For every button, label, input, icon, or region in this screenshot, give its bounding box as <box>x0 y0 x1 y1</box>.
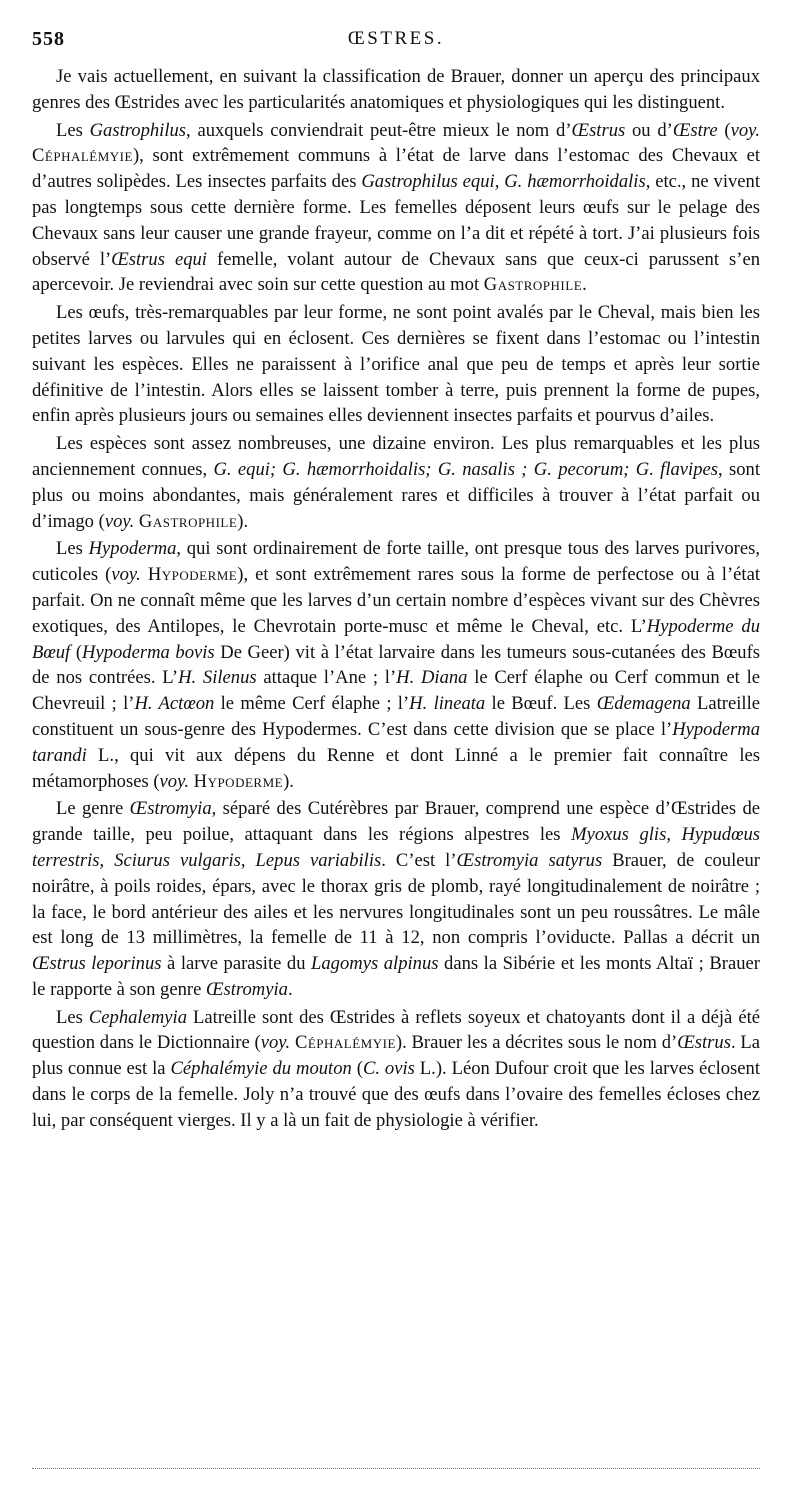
italic-run: voy. <box>159 770 189 792</box>
italic-run: G. equi; G. hæmorrhoidalis; G. nasalis ; G. pecorum; G. flavipes <box>213 458 719 480</box>
italic-run: Sciurus vulgaris <box>114 849 241 871</box>
italic-run: Lagomys alpinus <box>311 953 439 975</box>
italic-run: Œstrus leporinus <box>32 953 162 975</box>
text-run: ( <box>351 1058 363 1080</box>
text-run: Latreille constituent un sous-genre des Hypodermes. C’est dans cette division que se place l’ <box>32 693 760 740</box>
text-run: à larve parasite du <box>161 953 312 975</box>
paragraph <box>32 300 760 429</box>
italic-run: voy. <box>111 564 141 586</box>
text-run: L., qui vit aux dépens du Renne et dont Linné a le premier fait connaître les métamorphoses ( <box>32 744 760 792</box>
text-run: , qui sont ordinairement de forte taille, ont presque tous des larves purivores, cuticoles ( <box>32 538 761 586</box>
text-run: Brauer, de couleur noirâtre, à poils roides, épars, avec le thorax gris de plomb, rayé longitudinalement de noirâtre ; la face, le bord antérieur des ailes et les nervures longitudinales sont un peu roussâtres. Le mâle est long de 13 millimètres, la femelle de 11 à 12, non compris l’oviducte. Pallas a décrit un <box>32 849 761 949</box>
small-caps-run: Céphalémyie <box>32 145 133 167</box>
text-run: ). Brauer les a décrites sous le nom d’ <box>395 1032 678 1054</box>
text-run: ). <box>237 510 249 532</box>
text-run: , <box>494 171 505 193</box>
paragraph <box>32 536 760 794</box>
text-run: , <box>240 849 256 871</box>
text-run: Les œufs, très-remarquables par leur forme, ne sont point avalés par le Cheval, mais bien les petites larves ou larvules qui en éclosent. Ces dernières se fixent dans l’estomac ou l’intestin suivant les espèces. Elles ne paraissent à l’orifice anal que peu de temps et après leur sortie définitive de l’intestin. Alors elles se laissent tomber à terre, puis prennent la forme de pupes, enfin après plusieurs jours ou semaines elles deviennent insectes parfaits et pourvus d’ailes. <box>32 302 760 427</box>
text-run: ou d’ <box>625 119 673 141</box>
italic-run: voy. <box>730 119 760 141</box>
text-run: le même Cerf élaphe ; l’ <box>214 693 410 715</box>
text-run: L.). Léon Dufour croit que les larves éclosent dans le corps de la femelle. Joly n’a trouvé que des œufs dans l’ovaire des femelles écloses chez lui, par conséquent vierges. Il y a là un fait de physiologie à vérifier. <box>32 1058 760 1131</box>
paragraph <box>32 118 760 299</box>
text-run: le Cerf élaphe ou Cerf commun et le Chevreuil ; l’ <box>32 667 761 715</box>
italic-run: Myoxus glis <box>571 824 667 846</box>
text-run: femelle, volant autour de Chevaux sans que ceux-ci parussent s’en apercevoir. Je reviendrai avec soin sur cette question au mot <box>32 248 761 296</box>
italic-run: H. Diana <box>396 667 468 689</box>
small-caps-run: Hypoderme <box>193 770 284 792</box>
small-caps-run: Hypoderme <box>147 564 238 586</box>
italic-run: Gastrophilus <box>89 119 187 141</box>
small-caps-run: Gastrophile <box>138 510 238 532</box>
italic-run: Œstre <box>672 119 718 141</box>
italic-run: Lepus variabilis <box>255 849 382 871</box>
text-run: Les <box>56 119 90 141</box>
italic-run: Œstrus <box>571 119 626 141</box>
small-caps-run: Céphalémyie <box>294 1032 396 1054</box>
italic-run: voy. <box>260 1032 291 1054</box>
italic-run: Hypoderma tarandi <box>32 718 760 766</box>
text-run: . <box>287 978 293 1000</box>
page-number: 558 <box>32 28 65 50</box>
text-run: , séparé des Cutérèbres par Brauer, comprend une espèce d’Œstrides de grande taille, peu poilue, attaquant dans les régions alpestres les <box>32 798 760 846</box>
italic-run: Œstrus equi <box>111 248 207 270</box>
italic-run: Œstromyia <box>205 978 288 1000</box>
text-run: , <box>99 849 115 871</box>
italic-run: Œstromyia <box>129 798 212 820</box>
italic-run: Hypoderme du Bœuf <box>32 615 760 663</box>
paragraph <box>32 64 760 116</box>
italic-run: Hypoderma <box>88 538 177 560</box>
running-head <box>32 28 760 58</box>
italic-run: Céphalémyie du mouton <box>170 1058 352 1080</box>
italic-run: Gastrophilus equi <box>361 171 495 193</box>
paragraph <box>32 1005 760 1134</box>
text-run: le Bœuf. Les <box>485 693 597 715</box>
italic-run: G. hæmorrhoidalis <box>504 171 646 193</box>
text-run: ( <box>70 641 83 663</box>
text-run: Le genre <box>56 798 130 820</box>
italic-run: Hypudœus terrestris <box>32 824 761 871</box>
italic-run: H. Actœon <box>134 693 215 715</box>
text-run: De Geer) vit à l’état larvaire dans les tumeurs sous-cutanées des Bœufs de nos contrées. L’ <box>32 641 760 689</box>
text-run: Latreille sont des Œstrides à reflets soyeux et chatoyants dont il a déjà été question dans le Dictionnaire ( <box>32 1006 760 1054</box>
body-text <box>32 64 760 1136</box>
italic-run: Hypoderma bovis <box>82 641 215 663</box>
italic-run: H. lineata <box>409 693 486 715</box>
text-run <box>141 564 148 585</box>
text-run: , auxquels conviendrait peut-être mieux le nom d’ <box>186 119 572 141</box>
italic-run: voy. <box>104 510 135 532</box>
text-run: , sont plus ou moins abondantes, mais généralement rares et difficiles à trouver à l’état parfait ou d’imago ( <box>32 458 760 532</box>
text-run: ( <box>717 119 731 141</box>
text-run: ), et sont extrêmement rares sous la forme de perfectose ou à l’état parfait. On ne connaît même que les larves d’un certain nombre d’espèces vivant sur des Chèvres exotiques, des Antilopes, le Chevrotain porte-musc et même le Cheval, etc. L’ <box>32 564 761 637</box>
italic-run: H. Silenus <box>178 667 257 689</box>
italic-run: Œstrus <box>677 1032 731 1054</box>
paragraph <box>32 431 760 534</box>
text-run: attaque l’Ane ; l’ <box>256 667 397 689</box>
text-run: ). <box>283 770 294 792</box>
text-run: Les espèces sont assez nombreuses, une dizaine environ. Les plus remarquables et les plus anciennement connues, <box>32 433 760 480</box>
text-run: Les <box>56 1006 89 1028</box>
text-run: . C’est l’ <box>381 849 457 871</box>
text-run: , etc., ne vivent pas longtemps sous cette dernière forme. Les femelles déposent leurs œufs sur le pelage des Chevaux sans leur causer une grande frayeur, comme on l’a dit et répété à tort. J’ai plusieurs fois observé l’ <box>32 171 761 270</box>
italic-run: Œstromyia satyrus <box>456 849 603 871</box>
text-run: ), sont extrêmement communs à l’état de larve dans l’estomac des Chevaux et d’autres solipèdes. Les insectes parfaits des <box>32 145 760 193</box>
running-title: ŒSTRES. <box>347 28 445 49</box>
italic-run: Cephalemyia <box>88 1006 187 1028</box>
italic-run: C. ovis <box>362 1058 415 1080</box>
text-run: Les <box>56 538 89 560</box>
italic-run: Œdemagena <box>596 693 691 715</box>
small-caps-run: Gastrophile. <box>483 274 588 296</box>
footer-dotted-rule <box>32 1468 760 1469</box>
text-run: . La plus connue est la <box>32 1032 760 1080</box>
text-run: , <box>666 824 682 846</box>
text-run: dans la Sibérie et les monts Altaï ; Brauer le rapporte à son genre <box>32 953 760 1000</box>
paragraph <box>32 796 760 1002</box>
text-run: Je vais actuellement, en suivant la classification de Brauer, donner un aperçu des principaux genres des Œstrides avec les particularités anatomiques et physiologiques qui les distinguent. <box>32 66 760 113</box>
